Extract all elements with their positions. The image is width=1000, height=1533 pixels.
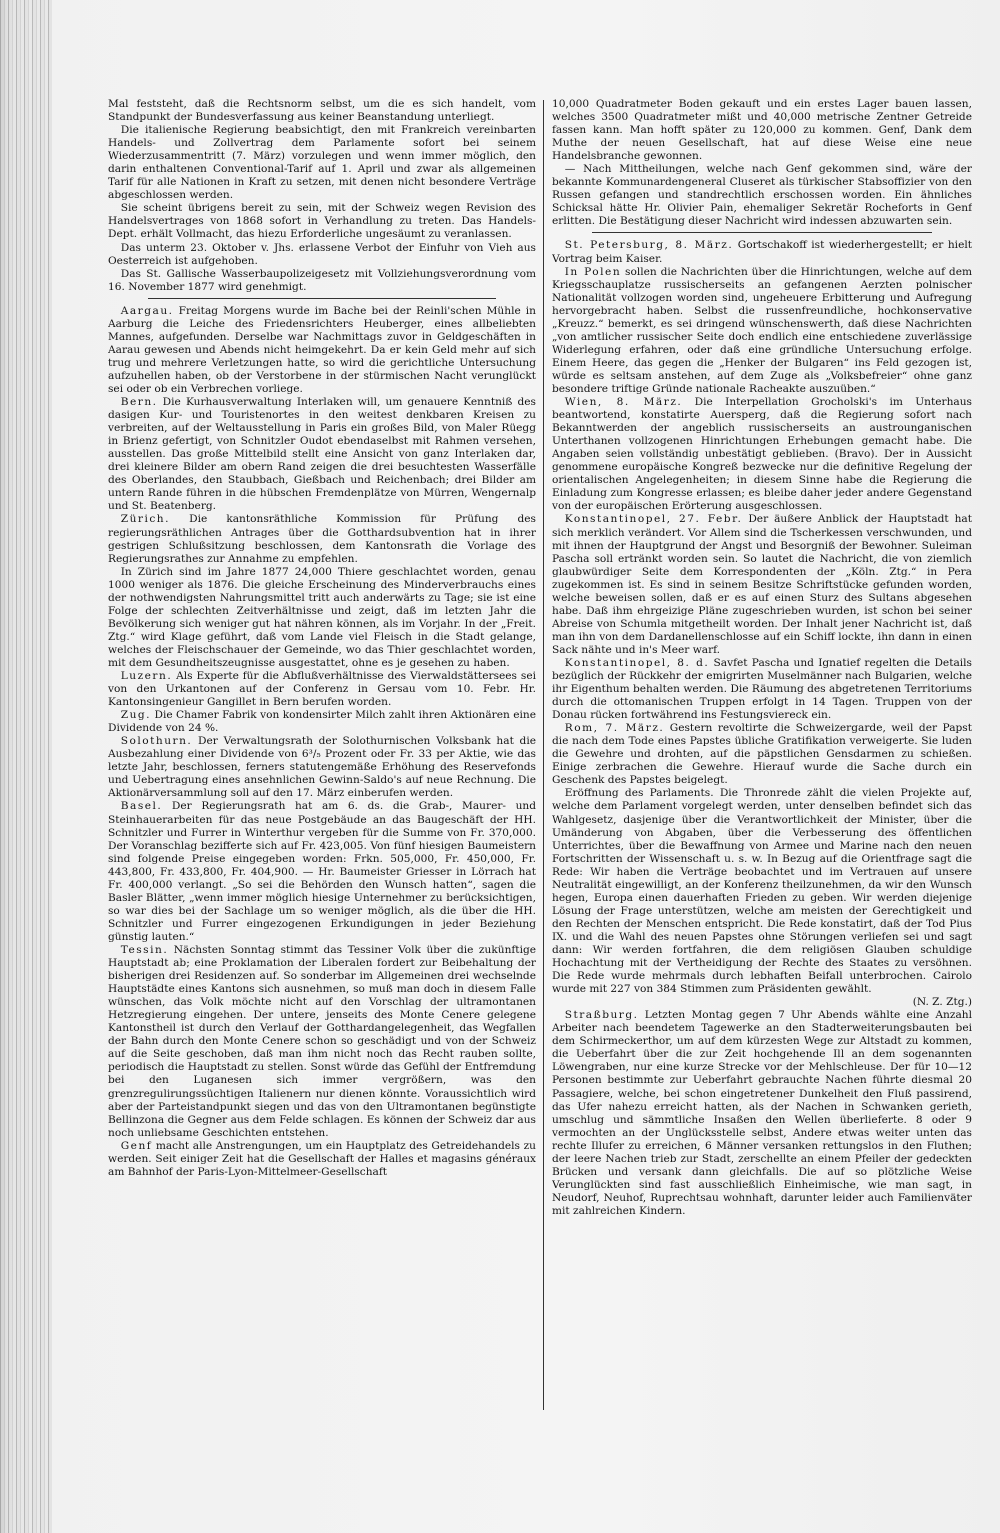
column-divider [543, 100, 544, 1410]
place-name: St. Petersburg, 8. März. [564, 239, 734, 252]
article-petersburg [552, 239, 972, 265]
article-text: Der Regierungsrath hat am 6. ds. die Grab-, Maurer- und Steinhauerarbeiten für das neue Postgebäude an das Baugeschäft der HH. Schnitzler und Furrer in Winterthur vergeben für die Summe von Fr. 370,000. Der Voranschlag bezifferte sich auf Fr. 423,005. Von fünf hiesigen Baumeistern sind folgende Preise eingegeben worden: Frkn. 505,000, Fr. 450,000, Fr. 443,800, Fr. 433,800, Fr. 404,900. — Hr. Baumeister Griesser in Lörrach hat Fr. 400,000 verlangt. „So sei die Behörden den Wunsch hatten“, sagen die Basler Blätter, „wenn immer möglich hiesige Unternehmer zu berücksichtigen, so war dies bei der Sachlage um so weniger möglich, als die über die HH. Schnitzler und Furrer eingezogenen Erkundigungen in jeder Beziehung günstig lauten.“ [108, 800, 536, 943]
paragraph: In Zürich sind im Jahre 1877 24,000 Thiere geschlachtet worden, genau 1000 weniger als 1876. Die gleiche Erscheinung des Minderverbrauchs eines der nothwendigsten Nahrungsmittel tritt auch anderwärts zu Tage; sie ist eine Folge der schlechten Zeitverhältnisse und zeigt, daß im letzten Jahr die Bevölkerung sich weniger gut hat nähren können, als im Vorjahr. In der „Freit. Ztg.“ wird Klage geführt, daß vom Lande viel Fleisch in die Stadt gelange, welches der Fleischschauer der Gemeinde, wo das Thier geschlachtet worden, mit dem Gesundheitszeugnisse ausgestattet, ohne es je gesehen zu haben. [108, 565, 536, 669]
article-text: Freitag Morgens wurde im Bache bei der Reinli'schen Mühle in Aarburg die Leiche des Friedensrichters Heuberger, eines allbeliebten Mannes, aufgefunden. Derselbe war Nachmittags zuvor in Geldgeschäften in Aarau gewesen und Abends nicht heimgekehrt. Da er kein Geld mehr auf sich trug und mehrere Verletzungen hatte, so wird die gerichtliche Untersuchung aufzuhellen haben, ob der Verstorbene in der stürmischen Nacht verunglückt sei oder ob ein Verbrechen vorliege. [108, 304, 536, 395]
article-konstantinopel-1 [552, 513, 972, 657]
article-text: Nächsten Sonntag stimmt das Tessiner Volk über die zukünftige Hauptstadt ab; eine Proklamation der Liberalen fordert zur Beibehaltung der bisherigen drei Residenzen auf. So sonderbar im Allgemeinen drei wechselnde Hauptstädte eines Kantons sich ausnehmen, so muß man doch in diesem Falle wünschen, das Volk möchte nicht auf den Vorschlag der ultramontanen Hetzregierung eingehen. Der untere, jenseits des Monte Cenere gelegene Kantonstheil ist durch den Verlauf der Gotthardangelegenheit, das Wegfallen der Bahn durch den Monte Cenere schon so geschädigt und von der Schweiz auf die Seite geschoben, daß man ihm nicht noch das Recht rauben sollte, periodisch die Hauptstadt zu stellen. Sonst würde das Gefühl der Entfremdung bei den Luganesen sich immer vergrößern, was den grenzregulirungssüchtigen Italienern nur dienen könnte. Voraussichtlich wird aber der Parteistandpunkt siegen und das von den Ultramontanen begünstigte Bellinzona die Gegner aus dem Felde schlagen. Es können der Schweiz dar aus noch unliebsame Geschichten entstehen. [108, 944, 536, 1139]
article-text: sollen die Nachrichten über die Hinrichtungen, welche auf dem Kriegsschauplatze russischerseits an gefangenen Aerzten polnischer Nationalität vollzogen worden sind, ungeheuere Erbitterung und Aufregung hervorgebracht haben. Selbst die russenfreundliche, hochkonservative „Kreuzz.“ bemerkt, es sei dringend wünschenswerth, daß diese Nachrichten „von amtlicher russischer Seite doch endlich eine entschiedene zuverlässige Widerlegung erfahren, oder daß eine gründliche Untersuchung erfolge. Einem Heere, das gegen die „Henker der Bulgaren“ ins Feld gezogen ist, würde es seltsam anstehen, auf dem Zuge als „Volksbefreier“ ohne ganz besondere triftige Gründe nationale Racheakte auszuüben.“ [552, 265, 972, 395]
paragraph: Die italienische Regierung beabsichtigt, den mit Frankreich vereinbarten Handels- und Zollvertrag dem Parlamente sofort bei seinem Wiederzusammentritt (7. März) vorzulegen und wenn immer möglich, den darin enthaltenen Conventional-Tarif auf 1. April und zwar als allgemeinen Tarif für alle Nationen in Kraft zu setzen, mit denen nicht besondere Verträge abgeschlossen werden. [108, 124, 536, 202]
article-zuerich [108, 513, 536, 565]
place-name: Zürich. [120, 513, 170, 526]
place-name: In Polen [564, 265, 622, 278]
article-text: Der äußere Anblick der Hauptstadt hat sich merklich verändert. Vor Allem sind die Tscherkessen verschwunden, und mit ihnen der Hauptgrund der Angst und Besorgniß der Bewohner. Suleiman Pascha soll ertränkt worden sein. So lautet die Nachricht, die von ziemlich glaubwürdiger Seite dem Korrespondenten der „Köln. Ztg.“ in Pera zugekommen ist. Es sind in seinem Besitze Schriftstücke gefunden worden, welche beweisen sollen, daß er es auf einen Sturz des Sultans abgesehen habe. Daß ihm ehrgeizige Pläne zugeschrieben wurden, ist schon bei seiner Abreise von Schumla mitgetheilt worden. Der Inhalt jener Nachricht ist, daß man ihn von dem Dardanellenschlosse auf ein Schiff lockte, ihn dann in einen Sack nähte und in's Meer warf. [552, 513, 972, 656]
place-name: Solothurn. [120, 735, 193, 748]
place-name: Basel. [120, 800, 163, 813]
article-strassburg [552, 1009, 972, 1218]
place-name: Aargau. [120, 304, 174, 317]
article-zug [108, 709, 536, 735]
place-name: Zug. [120, 709, 152, 722]
article-text: Savfet Pascha und Ignatief regelten die Details bezüglich der Rückkehr der emigrirten Muselmänner nach Bulgarien, welche ihr Eigenthum behalten werden. Die Räumung des abgetretenen Territoriums durch die ottomanischen Truppen erfolgt in 14 Tagen. Truppen von der Donau rücken fortwährend ins Festungsviereck ein. [552, 656, 972, 722]
article-text: Die Interpellation Grocholski's im Unterhaus beantwortend, konstatirte Auersperg, daß die Regierung sofort nach Bekanntwerden der angeblich russischerseits an austrounganischen Unterthanen vollzogenen Hinrichtungen Erhebungen gemacht habe. Die Angaben seien vollständig unbestätigt geblieben. (Bravo). Der in Aussicht genommene europäische Kongreß bezwecke nur die definitive Regelung der orientalischen Angelegenheiten; in diesem Sinne habe die Regierung die Einladung zum Kongresse erlassen; es bleibe daher jeder andere Gegenstand von der europäischen Erörterung ausgeschlossen. [552, 396, 972, 513]
article-text: Der Verwaltungsrath der Solothurnischen Volksbank hat die Ausbezahlung einer Dividende von 6³/₅ Prozent oder Fr. 33 per Aktie, wie das letzte Jahr, beschlossen, ferners statutengemäße Erhöhung des Reservefonds und Uebertragung eines ansehnlichen Gewinn-Saldo's auf neue Rechnung. Die Aktionärversammlung soll auf den 17. März einberufen werden. [108, 735, 536, 800]
place-name: Konstantinopel, 8. d. [564, 656, 710, 669]
article-text: Die Chamer Fabrik von kondensirter Milch zahlt ihren Aktionären eine Dividende von 24 %. [108, 709, 536, 735]
source-attribution: (N. Z. Ztg.) [912, 996, 972, 1009]
article-text: Letzten Montag gegen 7 Uhr Abends wählte eine Anzahl Arbeiter nach beendetem Tagewerke an den Stadterweiterungsbauten bei dem Schirmeckerthor, um auf dem kürzesten Wege zur Altstadt zu kommen, die Ueberfahrt über die zur Zeit hochgehende Ill an dem sogenannten Löwengraben, nur eine kurze Strecke vor der Mehlschleuse. Der für 10—12 Personen bestimmte zur Ueberfahrt gebrauchte Nachen führte diesmal 20 Passagiere, welche, bei schon eingetretener Dunkelheit den Fluß passirend, das Ufer nahezu erreicht hatten, als der Nachen in Schwanken gerieth, umschlug und sämmtliche Insaßen den Wellen überlieferte. 8 oder 9 vermochten an der Unglücksstelle selbst, Andere etwas weiter unten das rechte Illufer zu erreichen, 6 Männer versanken rettungslos in den Fluthen; der leere Nachen trieb zur Stadt, zerschellte an einem Pfeiler der gedeckten Brücken und versank dann gleichfalls. Die auf so plötzliche Weise Verunglückten sind fast ausschließlich Einheimische, wie man sagt, in Neudorf, Neuhof, Ruprechtsau wohnhaft, darunter leider auch Familienväter mit zahlreichen Kindern. [552, 1009, 972, 1217]
article-solothurn [108, 735, 536, 800]
paragraph: 10,000 Quadratmeter Boden gekauft und ein erstes Lager bauen lassen, welches 3500 Quadratmeter mißt und 40,000 metrische Zentner Getreide fassen kann. Man hofft später zu 120,000 zu kommen. Genf, Dank dem Muthe der neuen Gesellschaft, hat auf diese Weise eine neue Handelsbranche gewonnen. [552, 98, 972, 163]
place-name: Wien, 8. März. [564, 396, 683, 409]
place-name: Konstantinopel, 27. Febr. [564, 513, 743, 526]
section-rule [592, 232, 932, 233]
article-luzern [108, 670, 536, 709]
place-name: Genf [120, 1139, 153, 1152]
left-column [108, 98, 536, 1416]
paragraph: — Nach Mittheilungen, welche nach Genf gekommen sind, wäre der bekannte Kommunardengeneral Cluseret als türkischer Stabsoffizier von den Russen gefangen und standrechtlich erschossen worden. Ein ähnliches Schicksal hätte Hr. Olivier Pain, ehemaliger Sekretär Rocheforts in Genf erlitten. Die Bestätigung dieser Nachricht wird indessen abzuwarten sein. [552, 163, 972, 228]
section-rule [148, 298, 496, 299]
article-tessin [108, 944, 536, 1140]
page-gutter [0, 0, 52, 1533]
article-basel [108, 800, 536, 944]
article-text: Gestern revoltirte die Schweizergarde, weil der Papst die nach dem Tode eines Papstes übliche Gratifikation verweigerte. Sie luden die Gewehre und drohten, auf die päpstlichen Gensdarmen zu schießen. Einige zerbrachen die Gewehre. Hierauf wurde die Sache durch ein Geschenk des Papstes beigelegt. [552, 722, 972, 787]
article-polen [552, 266, 972, 396]
place-name: Bern. [120, 396, 158, 409]
place-name: Straßburg. [564, 1009, 639, 1022]
paragraph: Eröffnung des Parlaments. Die Thronrede zählt die vielen Projekte auf, welche dem Parlament vorgelegt werden, unter denselben befindet sich das Wahlgesetz, dasjenige über die Verantwortlichkeit der Minister, über die Umänderung von Abgaben, über die Verbesserung des öffentlichen Unterrichtes, über die Bewaffnung von Armee und Marine nach den neuen Fortschritten der Wissenschaft u. s. w. In Bezug auf die Orientfrage sagt die Rede: Wir haben die Verträge beobachtet und im Vertrauen auf unsere Neutralität eingewilligt, an der Konferenz theilzunehmen, da wir den Wunsch hegen, Europa einen dauerhaften Frieden zu geben. Wir werden diejenige Lösung der Frage unterstützen, welche am meisten der Gerechtigkeit und den Rechten der Menschen entspricht. Die Rede konstatirt, daß der Tod Pius IX. und die Wahl des neuen Papstes ohne Störungen verliefen sei und sagt dann: Wir werden fortfahren, die dem religiösen Glauben schuldige Hochachtung mit der Vertheidigung der Rechte des Staates zu versöhnen. Die Rede wurde mehrmals durch lebhaften Beifall unterbrochen. Cairolo wurde mit 227 von 384 Stimmen zum Präsidenten gewählt. [552, 787, 972, 996]
article-text: Die Kurhausverwaltung Interlaken will, um genauere Kenntniß des dasigen Kur- und Touristenortes in den weitest denkbaren Kreisen zu verbreiten, auf der Weltausstellung in Paris ein großes Bild, von Maler Rüegg in Brienz gefertigt, von Schnitzler Oudot ebendaselbst mit Rahmen versehen, ausstellen. Das große Mittelbild stellt eine Ansicht von ganz Interlaken dar, drei kleinere Bilder am obern Rand zeigen die drei besuchtesten Wasserfälle des Oberlandes, den Staubbach, Gießbach und Reichenbach; drei Bilder am untern Rande führen in die hübschen Fremdenplätze von Mürren, Wengernalp und St. Beatenberg. [108, 396, 536, 513]
paragraph: Mal feststeht, daß die Rechtsnorm selbst, um die es sich handelt, vom Standpunkt der Bundesverfassung aus keiner Beanstandung unterliegt. [108, 98, 536, 124]
article-text: Als Experte für die Abflußverhältnisse des Vierwaldstättersees sei von den Urkantonen auf der Conferenz in Gersau vom 10. Febr. Hr. Kantonsingenieur Gangillet in Bern berufen worden. [108, 670, 536, 709]
place-name: Rom, 7. März. [564, 722, 665, 735]
article-wien [552, 396, 972, 513]
article-rom [552, 722, 972, 787]
article-aargau [108, 305, 536, 396]
right-column [552, 98, 972, 1416]
paragraph: Das St. Gallische Wasserbaupolizeigesetz mit Vollziehungsverordnung vom 16. November 1877 wird genehmigt. [108, 267, 536, 293]
article-text: macht alle Anstrengungen, um ein Hauptplatz des Getreidehandels zu werden. Seit einiger Zeit hat die Gesellschaft der Halles et magasins généraux am Bahnhof der Paris-Lyon-Mittelmeer-Gesellschaft [108, 1139, 536, 1178]
place-name: Tessin. [120, 944, 169, 956]
article-bern [108, 396, 536, 513]
article-konstantinopel-2 [552, 657, 972, 722]
article-genf [108, 1140, 536, 1179]
article-text: Die kantonsräthliche Kommission für Prüfung des regierungsräthlichen Antrages über die Gotthardsubvention hat in ihrer gestrigen Schlußsitzung beschlossen, dem Kantonsrath die Vorlage des Regierungsrathes zur Annahme zu empfehlen. [108, 513, 536, 565]
paragraph: Das unterm 23. Oktober v. Jhs. erlassene Verbot der Einfuhr von Vieh aus Oesterreich ist aufgehoben. [108, 241, 536, 267]
place-name: Luzern. [120, 670, 173, 683]
paragraph: Sie scheint übrigens bereit zu sein, mit der Schweiz wegen Revision des Handelsvertrages von 1868 sofort in Verhandlung zu treten. Das Handels-Dept. erhält Vollmacht, das hiezu Erforderliche ungesäumt zu veranlassen. [108, 202, 536, 241]
article-text: Gortschakoff ist wiederhergestellt; er hielt Vortrag beim Kaiser. [552, 239, 972, 265]
